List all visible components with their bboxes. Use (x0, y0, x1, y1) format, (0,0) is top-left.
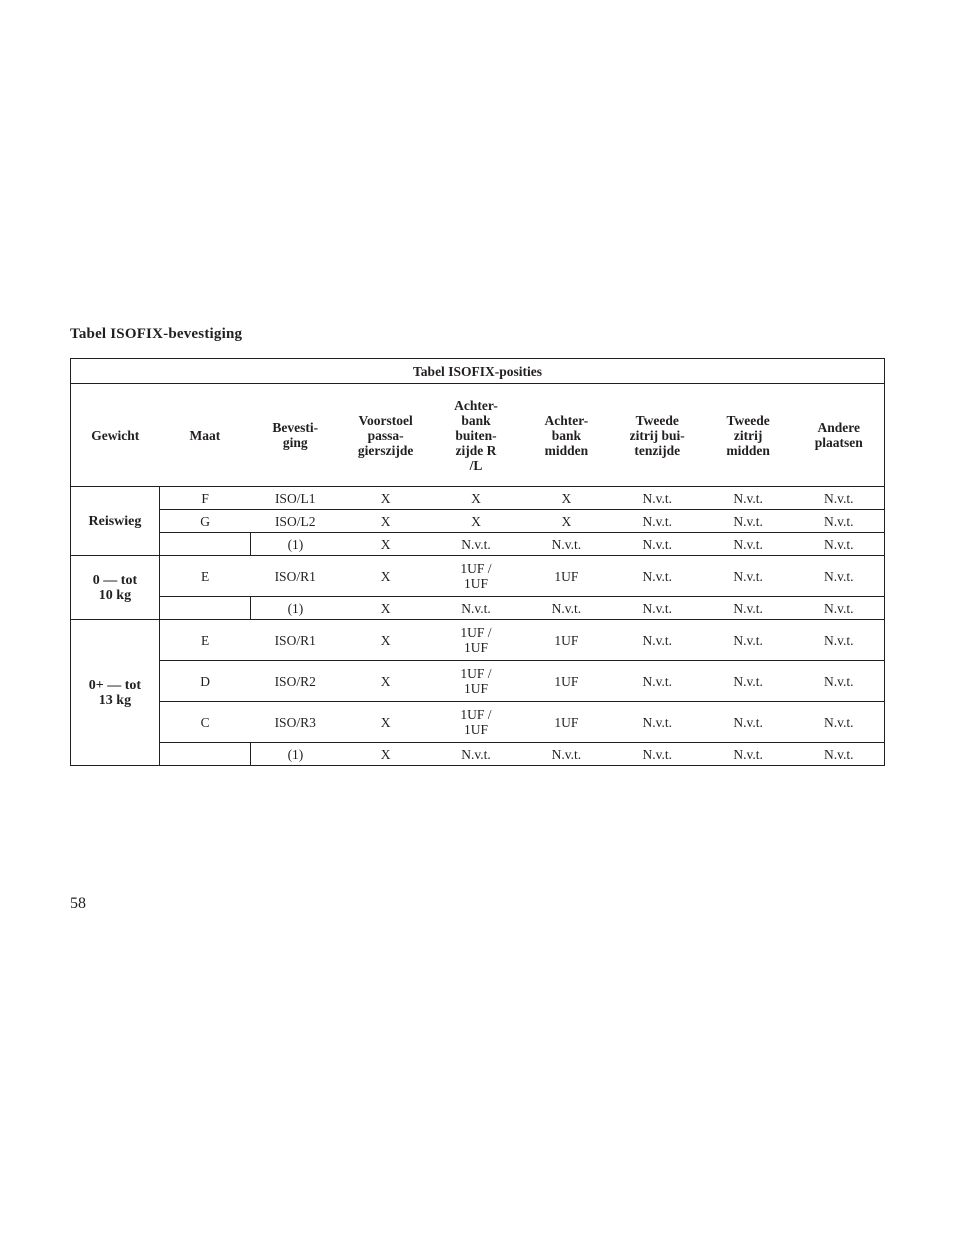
table-cell-value: X (380, 536, 391, 552)
table-cell-value: (1) (287, 536, 304, 552)
table-cell-value: N.v.t. (642, 714, 672, 730)
table-cell (703, 702, 794, 743)
table-cell (794, 661, 885, 702)
table-cell (250, 533, 340, 556)
table-cell (612, 661, 703, 702)
table-cell (159, 743, 250, 766)
table-cell (340, 702, 431, 743)
table-cell (794, 597, 885, 620)
table-cell (521, 661, 612, 702)
table-cell (794, 743, 885, 766)
weight-class-label: 0+ — tot 13 kg (88, 677, 142, 708)
table-cell (250, 487, 340, 510)
table-cell (431, 533, 521, 556)
table-cell-value: X (380, 746, 391, 762)
table-row (71, 661, 885, 702)
table-cell-value: N.v.t. (824, 568, 854, 584)
table-cell (521, 487, 612, 510)
weight-class-cell (71, 487, 160, 556)
table-cell (159, 510, 250, 533)
table-cell (521, 597, 612, 620)
table-cell-value: E (200, 632, 210, 648)
table-cell-value: N.v.t. (824, 513, 854, 529)
table-cell (250, 510, 340, 533)
table-row (71, 597, 885, 620)
table-cell-value: X (380, 513, 391, 529)
table-cell-value: X (561, 490, 572, 506)
table-cell (703, 510, 794, 533)
table-cell-value: ISO/L1 (274, 490, 316, 506)
table-cell-value: N.v.t. (824, 536, 854, 552)
table-cell (612, 510, 703, 533)
table-cell (794, 702, 885, 743)
table-cell-value: ISO/R1 (274, 568, 316, 584)
table-cell-value: N.v.t. (551, 600, 582, 616)
table-cell-value: X (380, 714, 391, 730)
table-cell (431, 661, 521, 702)
weight-class-cell (71, 620, 160, 766)
table-cell (431, 556, 521, 597)
table-row (71, 743, 885, 766)
table-cell (340, 487, 431, 510)
table-cell-value: X (561, 513, 572, 529)
table-cell (521, 743, 612, 766)
table-cell (431, 743, 521, 766)
table-cell-value: X (471, 513, 481, 529)
table-cell (612, 702, 703, 743)
table-cell (612, 620, 703, 661)
table-cell-value: N.v.t. (642, 746, 672, 762)
column-header (703, 384, 794, 487)
table-cell-value: D (200, 673, 210, 689)
table-cell (794, 556, 885, 597)
table-cell-value: N.v.t. (642, 490, 672, 506)
table-cell (521, 510, 612, 533)
table-cell (612, 487, 703, 510)
weight-class-label: 0 — tot 10 kg (92, 572, 138, 603)
table-cell-value: N.v.t. (733, 714, 763, 730)
table-cell-value: 1UF (554, 568, 579, 584)
table-cell (703, 533, 794, 556)
table-cell (703, 620, 794, 661)
table-cell (612, 597, 703, 620)
table-cell (250, 556, 340, 597)
table-cell-value: N.v.t. (733, 673, 763, 689)
table-cell-value: X (380, 673, 391, 689)
table-cell-value: F (201, 490, 209, 506)
table-cell-value: N.v.t. (824, 673, 854, 689)
table-cell-value: G (200, 513, 210, 529)
table-cell (794, 510, 885, 533)
table-cell-value: ISO/L2 (274, 513, 316, 529)
isofix-positions-table (70, 358, 885, 766)
table-cell-value: C (200, 714, 210, 730)
table-cell (703, 487, 794, 510)
table-cell (159, 702, 250, 743)
weight-class-label: Reiswieg (88, 514, 142, 529)
table-cell-value: N.v.t. (642, 632, 672, 648)
table-body (71, 487, 885, 766)
table-cell-value: N.v.t. (642, 568, 672, 584)
table-cell (250, 620, 340, 661)
column-header-label: Tweede zitrij bui- tenzijde (629, 412, 685, 458)
table-cell-value: N.v.t. (551, 536, 582, 552)
table-cell (159, 620, 250, 661)
column-header (71, 384, 160, 487)
table-cell-value: N.v.t. (733, 490, 763, 506)
table-cell (250, 702, 340, 743)
table-cell-value: 1UF / 1UF (460, 666, 492, 696)
table-cell (521, 556, 612, 597)
table-cell (340, 743, 431, 766)
table-cell-value: N.v.t. (642, 600, 672, 616)
table-cell-value: (1) (287, 746, 304, 762)
table-row (71, 533, 885, 556)
table-cell (159, 597, 250, 620)
table-cell-value: (1) (287, 600, 304, 616)
table-cell (703, 597, 794, 620)
table-cell-value: N.v.t. (824, 746, 854, 762)
table-cell (521, 620, 612, 661)
table-cell-value: N.v.t. (461, 600, 491, 616)
column-header-label: Bevesti- ging (272, 420, 319, 450)
table-cell-value: 1UF (554, 714, 579, 730)
column-header (794, 384, 885, 487)
column-header-label: Tweede zitrij midden (726, 412, 770, 458)
column-header (159, 384, 250, 487)
table-cell (340, 597, 431, 620)
table-cell (250, 661, 340, 702)
table-cell (340, 510, 431, 533)
table-cell (159, 556, 250, 597)
column-header-label: Achter- bank midden (544, 412, 589, 458)
table-cell-value: N.v.t. (551, 746, 582, 762)
table-header-row (71, 384, 885, 487)
table-cell-value: 1UF / 1UF (460, 561, 492, 591)
table-cell (612, 743, 703, 766)
table-cell-value: 1UF / 1UF (460, 625, 492, 655)
table-cell-value: N.v.t. (824, 490, 854, 506)
table-cell (794, 533, 885, 556)
table-cell-value: X (380, 600, 391, 616)
table-cell-value: N.v.t. (642, 536, 672, 552)
table-row (71, 487, 885, 510)
table-row (71, 702, 885, 743)
column-header-label: Voorstoel passa- gierszijde (357, 412, 414, 458)
column-header (250, 384, 340, 487)
column-header-label: Andere plaatsen (814, 420, 863, 450)
table-cell (703, 743, 794, 766)
table-cell-value: N.v.t. (461, 536, 491, 552)
table-cell (340, 620, 431, 661)
table-cell (431, 487, 521, 510)
table-row (71, 556, 885, 597)
table-cell-value: X (380, 632, 391, 648)
section-heading: Tabel ISOFIX-bevestiging (70, 326, 243, 342)
table-cell-value: N.v.t. (733, 600, 763, 616)
table-cell (703, 661, 794, 702)
weight-class-cell (71, 556, 160, 620)
page-number: 58 (70, 895, 86, 912)
table-cell (340, 533, 431, 556)
table-cell (521, 533, 612, 556)
table-cell-value: N.v.t. (824, 632, 854, 648)
table-cell (794, 487, 885, 510)
table-cell-value: 1UF / 1UF (460, 707, 492, 737)
table-cell-value: N.v.t. (824, 600, 854, 616)
table-cell (159, 487, 250, 510)
table-cell-value: ISO/R2 (274, 673, 316, 689)
table-cell (612, 556, 703, 597)
table-row (71, 620, 885, 661)
table-cell (340, 556, 431, 597)
table-cell-value: 1UF (554, 673, 579, 689)
table-cell-value: N.v.t. (733, 746, 763, 762)
table-cell (159, 533, 250, 556)
table-cell (159, 661, 250, 702)
table-title: Tabel ISOFIX-posities (71, 359, 885, 384)
column-header (340, 384, 431, 487)
table-cell-value: N.v.t. (642, 513, 672, 529)
table-cell-value: N.v.t. (642, 673, 672, 689)
table-cell (431, 510, 521, 533)
table-cell-value: N.v.t. (733, 568, 763, 584)
table-cell (250, 743, 340, 766)
table-row (71, 510, 885, 533)
table-cell-value: N.v.t. (824, 714, 854, 730)
table-cell-value: X (380, 568, 391, 584)
table-cell (431, 702, 521, 743)
table-cell (250, 597, 340, 620)
column-header-label: Maat (189, 427, 221, 443)
column-header (612, 384, 703, 487)
table-cell (521, 702, 612, 743)
table-cell (340, 661, 431, 702)
table-cell-value: 1UF (554, 632, 579, 648)
table-cell-value: ISO/R3 (274, 714, 316, 730)
table-cell-value: ISO/R1 (274, 632, 316, 648)
column-header (431, 384, 521, 487)
column-header-label: Achter- bank buiten- zijde R /L (454, 397, 498, 473)
table-cell-value: E (200, 568, 210, 584)
table-cell-value: X (471, 490, 481, 506)
table-cell (703, 556, 794, 597)
column-header (521, 384, 612, 487)
table-cell-value: X (380, 490, 391, 506)
table-cell (431, 620, 521, 661)
table-cell-value: N.v.t. (461, 746, 491, 762)
column-header-label: Gewicht (91, 427, 140, 443)
table-cell (431, 597, 521, 620)
table-cell-value: N.v.t. (733, 536, 763, 552)
table-cell (612, 533, 703, 556)
table-cell-value: N.v.t. (733, 632, 763, 648)
table-cell-value: N.v.t. (733, 513, 763, 529)
table-cell (794, 620, 885, 661)
